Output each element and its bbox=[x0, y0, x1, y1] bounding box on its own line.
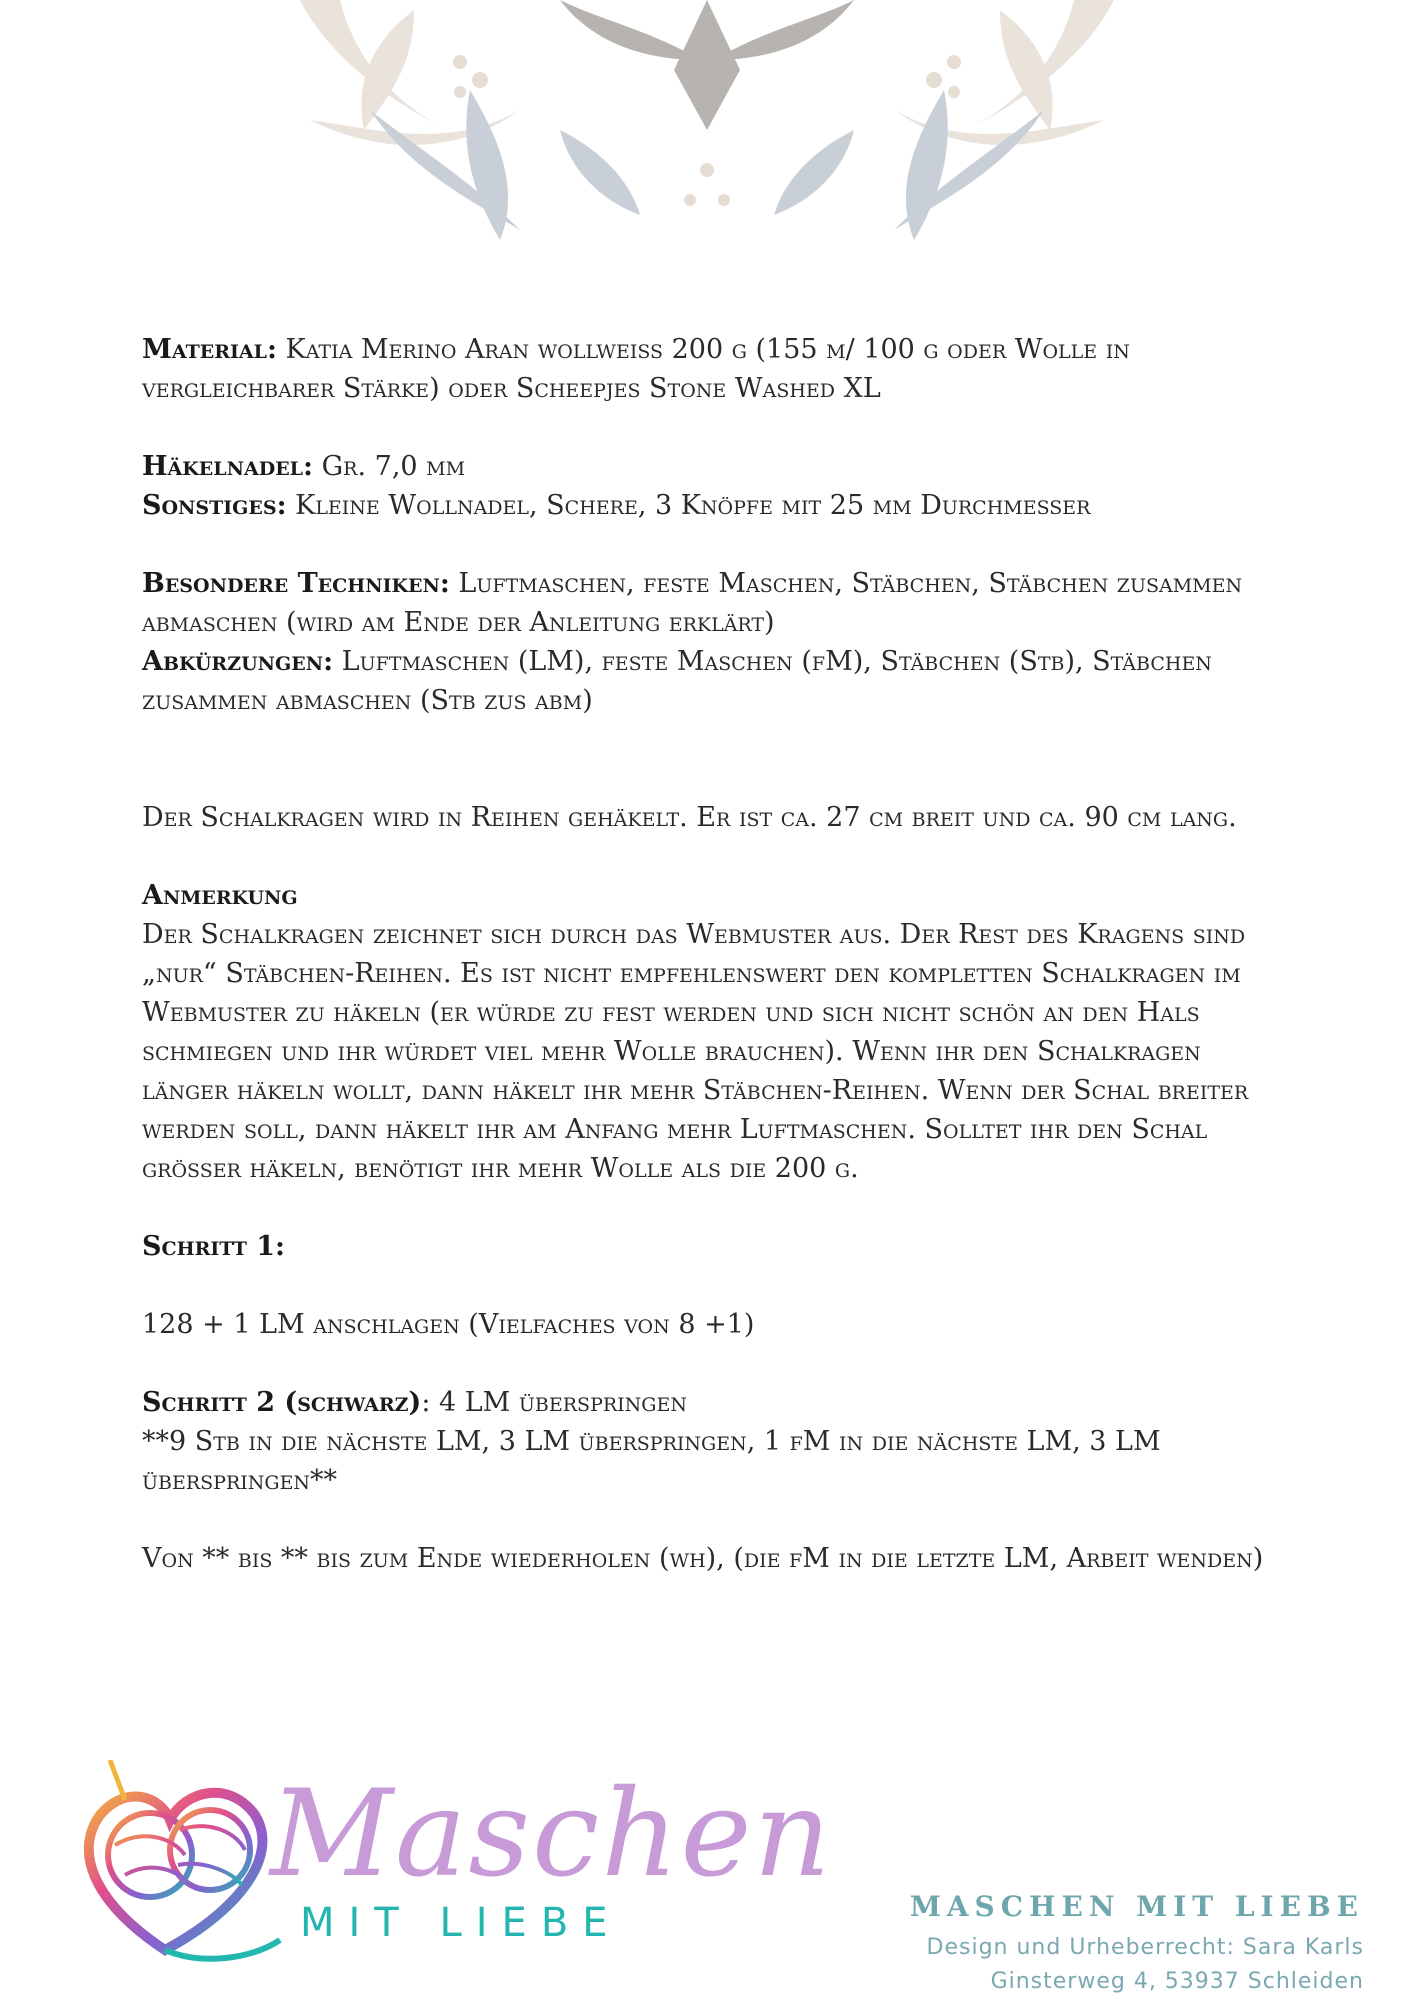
sonstiges-label: Sonstiges: bbox=[142, 490, 287, 521]
haekelnadel-label: Häkelnadel: bbox=[142, 451, 314, 482]
sonstiges-text: Kleine Wollnadel, Schere, 3 Knöpfe mit 25 mm Durchmesser bbox=[286, 490, 1091, 521]
header-ornament bbox=[0, 0, 1414, 250]
abkuerzungen-text: Luftmaschen (LM), feste Maschen (fM), Stäbchen (Stb), Stäbchen zusammen abmaschen (Stb zus abm) bbox=[142, 646, 1212, 716]
material-text: Katia Merino Aran wollweiss 200 g (155 m/ 100 g oder Wolle in vergleichbarer Stärke) oder Scheepjes Stone Washed XL bbox=[142, 334, 1130, 404]
techniken-paragraph bbox=[142, 564, 1292, 642]
haekelnadel-text: Gr. 7,0 mm bbox=[313, 451, 466, 482]
abkuerzungen-label: Abkürzungen: bbox=[142, 646, 334, 677]
anmerkung-heading: Anmerkung bbox=[142, 880, 298, 911]
pattern-instructions bbox=[142, 330, 1292, 1578]
logo-script-text: Maschen bbox=[270, 1765, 833, 1904]
anmerkung-text: Der Schalkragen zeichnet sich durch das Webmuster aus. Der Rest des Kragens sind „nur“ Stäbchen-Reihen. Es ist nicht empfehlenswert den kompletten Schalkragen im Webmuster zu häkeln (er würde zu fest werden und sich nicht schön an den Hals schmiegen und ihr würdet viel mehr Wolle brauchen). Wenn ihr den Schalkragen länger häkeln wollt, dann häkelt ihr mehr Stäbchen-Reihen. Wenn der Schal breiter werden soll, dann häkelt ihr am Anfang mehr Luftmaschen. Solltet ihr den Schal grösser häkeln, benötigt ihr mehr Wolle als die 200 g. bbox=[142, 919, 1249, 1184]
footer-address: Ginsterweg 4, 53937 Schleiden bbox=[990, 1969, 1364, 1994]
schritt2-repeat: Von ** bis ** bis zum Ende wiederholen (wh), (die fM in die letzte LM, Arbeit wenden) bbox=[142, 1543, 1264, 1574]
material-paragraph bbox=[142, 330, 1292, 408]
techniken-text: Luftmaschen, feste Maschen, Stäbchen, Stäbchen zusammen abmaschen (wird am Ende der Anleitung erklärt) bbox=[142, 568, 1243, 638]
footer bbox=[910, 1890, 1364, 1999]
material-label: Material: bbox=[142, 334, 277, 365]
sonstiges-paragraph bbox=[142, 486, 1292, 525]
intro-paragraph: Der Schalkragen wird in Reihen gehäkelt. Er ist ca. 27 cm breit und ca. 90 cm lang. bbox=[142, 802, 1237, 833]
footer-brand: MASCHEN MIT LIEBE bbox=[909, 1890, 1364, 1923]
logo-subtitle: MIT LIEBE bbox=[300, 1900, 622, 1946]
schritt1-text: 128 + 1 LM anschlagen (Vielfaches von 8 +1) bbox=[142, 1309, 755, 1340]
techniken-label: Besondere Techniken: bbox=[142, 568, 450, 599]
abkuerzungen-paragraph bbox=[142, 642, 1292, 720]
schritt2-heading: Schritt 2 (schwarz): 4 LM überspringen bbox=[142, 1387, 687, 1418]
footer-copyright: Design und Urheberrecht: Sara Karls bbox=[926, 1935, 1364, 1960]
haekelnadel-paragraph bbox=[142, 447, 1292, 486]
schritt2-text: **9 Stb in die nächste LM, 3 LM überspringen, 1 fM in die nächste LM, 3 LM überspringen** bbox=[142, 1426, 1161, 1496]
schritt1-heading: Schritt 1: bbox=[142, 1231, 286, 1262]
